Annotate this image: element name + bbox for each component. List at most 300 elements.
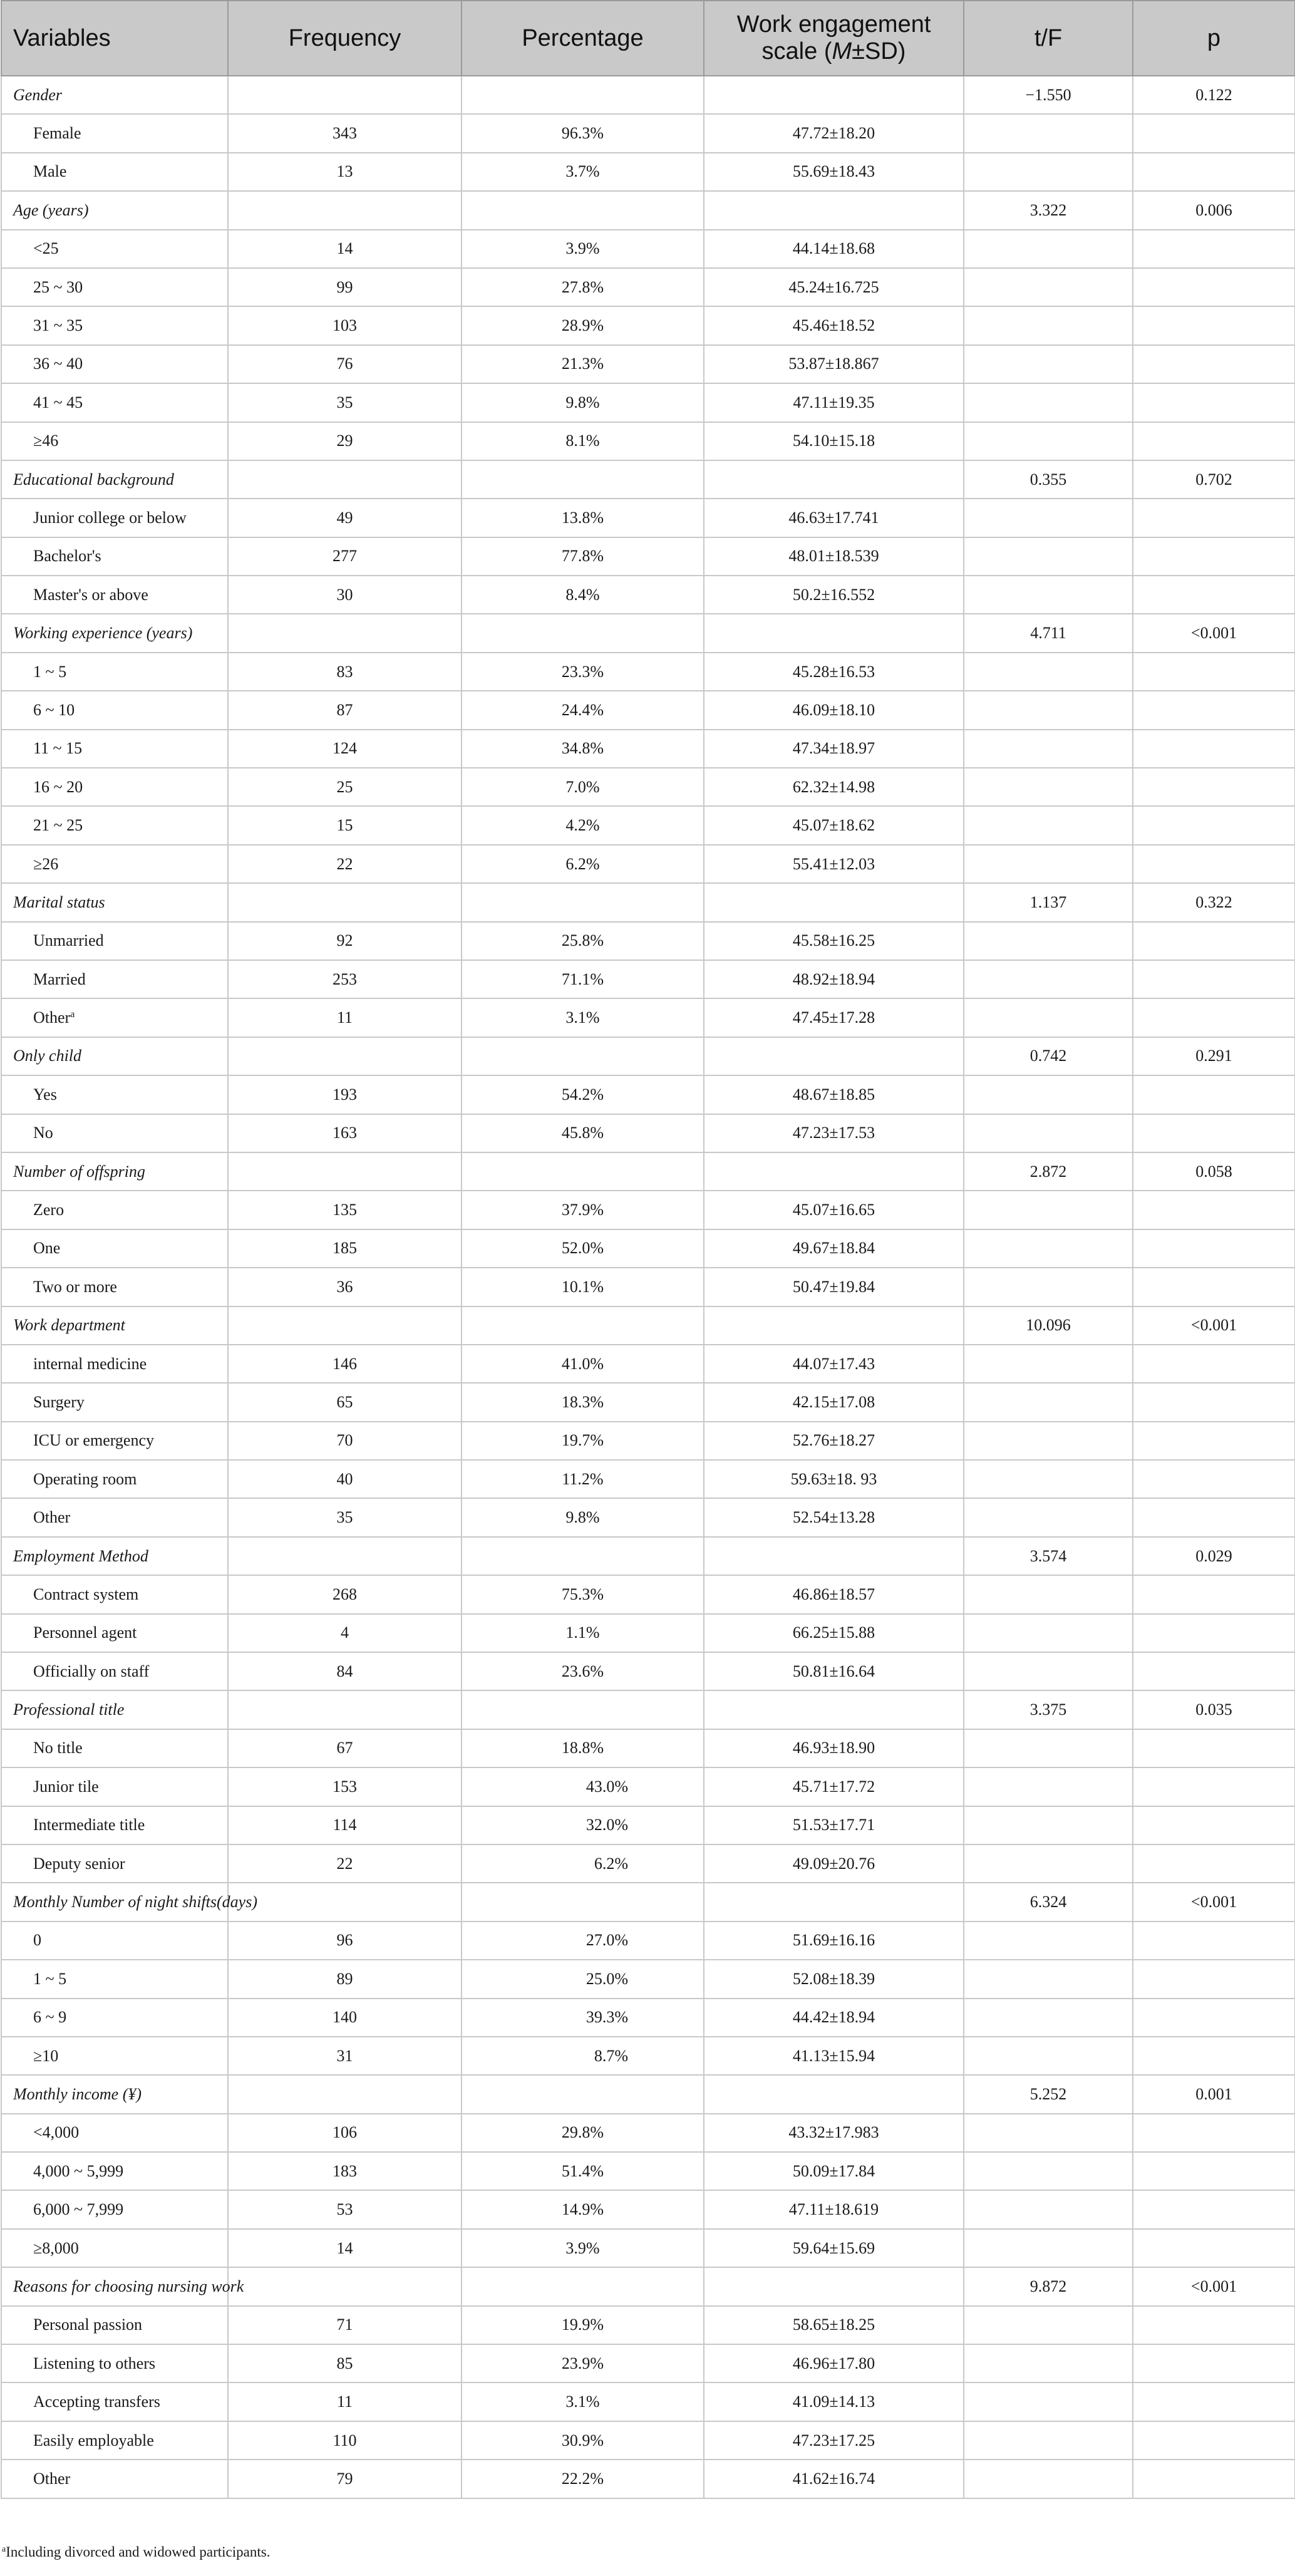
table-row [1,1922,1295,1960]
frequency-cell: 76 [228,345,462,383]
frequency-cell: 253 [228,960,462,998]
frequency-cell: 96 [228,1922,462,1960]
work-engagement-cell: 54.10±15.18 [704,422,964,460]
empty-cell [462,76,704,114]
category-row [1,1306,1295,1345]
header-variables: Variables [1,1,228,76]
row-label [1,383,228,422]
percentage-cell: 24.4% [462,691,704,729]
row-label [1,537,228,576]
category-label: Work department [1,1306,228,1345]
row-label-text: Personal passion [33,2315,143,2334]
category-row [1,883,1295,921]
table-row [1,960,1295,998]
empty-cell [704,2267,964,2305]
row-label-text: Contract system [33,1585,139,1603]
frequency-cell: 268 [228,1575,462,1613]
empty-cell [1133,1652,1295,1690]
table-row [1,345,1295,383]
frequency-cell: 13 [228,153,462,191]
percentage-cell: 11.2% [462,1460,704,1498]
empty-cell [964,1345,1133,1383]
percentage-cell: 10.1% [462,1268,704,1306]
table-row [1,1075,1295,1114]
row-label [1,2460,228,2498]
empty-cell [704,614,964,652]
row-label [1,1114,228,1152]
empty-cell [1133,422,1295,460]
category-row [1,1152,1295,1191]
row-label [1,2421,228,2460]
empty-cell [1133,268,1295,306]
empty-cell [964,806,1133,844]
header-work-engagement [704,1,964,76]
empty-cell [462,1037,704,1075]
category-label: Monthly Number of night shifts(days) [1,1883,228,1921]
category-row [1,1690,1295,1729]
percentage-cell: 19.9% [462,2306,704,2344]
empty-cell [1133,1229,1295,1268]
empty-cell [1133,1345,1295,1383]
empty-cell [1133,768,1295,806]
empty-cell [964,422,1133,460]
percentage-cell: 77.8% [462,537,704,576]
frequency-cell: 135 [228,1191,462,1229]
empty-cell [1133,2152,1295,2190]
frequency-cell: 89 [228,1960,462,1998]
empty-cell [704,883,964,921]
frequency-cell: 22 [228,845,462,883]
percentage-cell: 9.8% [462,1498,704,1536]
frequency-cell: 146 [228,1345,462,1383]
empty-cell [462,1690,704,1729]
percentage-cell: 25.8% [462,922,704,960]
work-engagement-cell: 50.81±16.64 [704,1652,964,1690]
percentage-cell: 6.2% [462,1844,704,1883]
category-p: <0.001 [1133,614,1295,652]
empty-cell [462,2075,704,2113]
empty-cell [1133,2190,1295,2228]
empty-cell [1133,806,1295,844]
empty-cell [1133,153,1295,191]
frequency-cell: 343 [228,114,462,152]
empty-cell [964,1960,1133,1998]
percentage-cell: 21.3% [462,345,704,383]
percentage-cell: 27.0% [462,1922,704,1960]
category-t-f: 2.872 [964,1152,1133,1191]
percentage-cell: 13.8% [462,499,704,537]
row-label [1,960,228,998]
percentage-cell: 25.0% [462,1960,704,1998]
empty-cell [704,1883,964,1921]
category-t-f: 6.324 [964,1883,1133,1921]
category-label: Monthly income (¥) [1,2075,228,2113]
table-row [1,1229,1295,1268]
row-label-text: 1 ~ 5 [33,1969,67,1988]
empty-cell [462,1883,704,1921]
empty-cell [462,460,704,499]
row-label [1,1806,228,1844]
row-label [1,576,228,614]
work-engagement-cell: 47.34±18.97 [704,730,964,768]
row-label [1,1383,228,1421]
category-t-f: 1.137 [964,883,1133,921]
category-label: Professional title [1,1690,228,1729]
category-label: Number of offspring [1,1152,228,1191]
work-engagement-cell: 45.28±16.53 [704,653,964,691]
empty-cell [228,76,462,114]
frequency-cell: 163 [228,1114,462,1152]
frequency-cell: 193 [228,1075,462,1114]
empty-cell [462,1152,704,1191]
row-label [1,1229,228,1268]
header-work-engagement-line1: Work engagement [736,11,931,38]
table-row [1,653,1295,691]
percentage-cell: 27.8% [462,268,704,306]
empty-cell [1133,845,1295,883]
empty-cell [1133,2037,1295,2075]
empty-cell [964,2037,1133,2075]
row-label [1,2306,228,2344]
category-p: 0.291 [1133,1037,1295,1075]
empty-cell [462,191,704,229]
row-label [1,1614,228,1652]
empty-cell [704,1037,964,1075]
percentage-cell: 23.9% [462,2344,704,2382]
percentage-cell: 3.1% [462,998,704,1037]
frequency-cell: 11 [228,998,462,1037]
empty-cell [1133,230,1295,268]
empty-cell [964,306,1133,344]
empty-cell [228,2075,462,2113]
empty-cell [964,2421,1133,2460]
percentage-cell: 54.2% [462,1075,704,1114]
row-label-text: 1 ~ 5 [33,662,67,681]
percentage-cell: 37.9% [462,1191,704,1229]
empty-cell [1133,1422,1295,1460]
empty-cell [228,2267,462,2305]
row-label [1,1652,228,1690]
table-row [1,1729,1295,1767]
empty-cell [964,845,1133,883]
category-p: 0.029 [1133,1537,1295,1575]
empty-cell [1133,960,1295,998]
work-engagement-cell: 45.71±17.72 [704,1767,964,1806]
table-row [1,730,1295,768]
work-engagement-cell: 50.09±17.84 [704,2152,964,2190]
row-label [1,2152,228,2190]
empty-cell [1133,576,1295,614]
work-engagement-cell: 47.72±18.20 [704,114,964,152]
header-percentage: Percentage [462,1,704,76]
footnote-text: Including divorced and widowed participants. [6,2544,271,2560]
empty-cell [1133,1614,1295,1652]
row-label-text: Officially on staff [33,1662,150,1680]
row-label [1,2229,228,2267]
frequency-cell: 70 [228,1422,462,1460]
frequency-cell: 29 [228,422,462,460]
row-label-text: One [33,1239,61,1258]
empty-cell [964,1575,1133,1613]
empty-cell [462,1306,704,1345]
row-label [1,2344,228,2382]
empty-cell [964,1114,1133,1152]
percentage-cell: 7.0% [462,768,704,806]
table-row [1,922,1295,960]
row-label [1,730,228,768]
category-label: Reasons for choosing nursing work [1,2267,228,2305]
empty-cell [462,2267,704,2305]
frequency-cell: 124 [228,730,462,768]
empty-cell [1133,2229,1295,2267]
empty-cell [964,691,1133,729]
category-row [1,191,1295,229]
row-label [1,345,228,383]
work-engagement-cell: 45.46±18.52 [704,306,964,344]
table-row [1,383,1295,422]
empty-cell [1133,499,1295,537]
row-label-text: ICU or emergency [33,1431,155,1450]
row-label [1,1422,228,1460]
row-label [1,1268,228,1306]
row-label-text: No [33,1124,53,1142]
empty-cell [964,1229,1133,1268]
work-engagement-cell: 49.67±18.84 [704,1229,964,1268]
category-label: Gender [1,76,228,114]
empty-cell [964,2460,1133,2498]
row-label-text: Zero [33,1201,64,1219]
row-label [1,2190,228,2228]
empty-cell [964,2229,1133,2267]
row-label-text: 4,000 ~ 5,999 [33,2161,124,2180]
percentage-cell: 3.9% [462,230,704,268]
percentage-cell: 23.3% [462,653,704,691]
row-label-text: Unmarried [33,931,104,950]
work-engagement-cell: 46.93±18.90 [704,1729,964,1767]
empty-cell [704,1152,964,1191]
frequency-cell: 53 [228,2190,462,2228]
percentage-cell: 51.4% [462,2152,704,2190]
row-label [1,1575,228,1613]
work-engagement-cell: 52.54±13.28 [704,1498,964,1536]
empty-cell [704,460,964,499]
category-t-f: 3.574 [964,1537,1133,1575]
frequency-cell: 11 [228,2382,462,2421]
row-label [1,1345,228,1383]
work-engagement-cell: 49.09±20.76 [704,1844,964,1883]
row-label-text: Other [33,1508,71,1527]
percentage-cell: 41.0% [462,1345,704,1383]
category-t-f: 0.742 [964,1037,1133,1075]
row-label-text: Other [33,2469,71,2488]
frequency-cell: 99 [228,268,462,306]
empty-cell [1133,998,1295,1037]
empty-cell [1133,306,1295,344]
category-p: 0.322 [1133,883,1295,921]
percentage-cell: 22.2% [462,2460,704,2498]
row-label-text: 25 ~ 30 [33,277,83,296]
table-row [1,2421,1295,2460]
empty-cell [704,1537,964,1575]
row-label [1,1075,228,1114]
category-row [1,1883,1295,1921]
empty-cell [1133,2114,1295,2152]
frequency-cell: 183 [228,2152,462,2190]
percentage-cell: 75.3% [462,1575,704,1613]
frequency-cell: 85 [228,2344,462,2382]
frequency-cell: 15 [228,806,462,844]
percentage-cell: 18.3% [462,1383,704,1421]
row-label-text: Listening to others [33,2354,155,2372]
category-p: 0.702 [1133,460,1295,499]
empty-cell [462,614,704,652]
row-label [1,845,228,883]
table-row [1,1422,1295,1460]
table-row [1,1268,1295,1306]
empty-cell [462,1537,704,1575]
percentage-cell: 34.8% [462,730,704,768]
row-label [1,1960,228,1998]
work-engagement-cell: 43.32±17.983 [704,2114,964,2152]
table-row [1,153,1295,191]
category-label: Educational background [1,460,228,499]
frequency-cell: 14 [228,230,462,268]
header-work-engagement-pre: scale ( [761,38,832,65]
row-label-text: ≥46 [33,432,59,450]
table-row [1,2344,1295,2382]
empty-cell [964,1191,1133,1229]
empty-cell [964,2382,1133,2421]
frequency-cell: 92 [228,922,462,960]
row-label [1,2037,228,2075]
empty-cell [964,768,1133,806]
percentage-cell: 3.7% [462,153,704,191]
work-engagement-cell: 53.87±18.867 [704,345,964,383]
work-engagement-cell: 48.67±18.85 [704,1075,964,1114]
work-engagement-cell: 44.07±17.43 [704,1345,964,1383]
row-label-text: internal medicine [33,1354,147,1373]
row-label-text: Married [33,970,86,988]
row-label-text: Junior college or below [33,508,187,527]
empty-cell [228,191,462,229]
empty-cell [964,653,1133,691]
row-label [1,2114,228,2152]
row-label-text: 36 ~ 40 [33,354,83,373]
table-row [1,691,1295,729]
row-label [1,922,228,960]
table-row [1,1498,1295,1536]
empty-cell [1133,114,1295,152]
work-engagement-cell: 46.63±17.741 [704,499,964,537]
row-label-text: Operating room [33,1469,137,1488]
footnote [2,2544,270,2560]
work-engagement-cell: 62.32±14.98 [704,768,964,806]
percentage-cell: 71.1% [462,960,704,998]
percentage-cell: 18.8% [462,1729,704,1767]
percentage-cell: 30.9% [462,2421,704,2460]
frequency-cell: 35 [228,1498,462,1536]
table-row [1,2229,1295,2267]
work-engagement-cell: 58.65±18.25 [704,2306,964,2344]
row-label-text: No title [33,1739,83,1757]
work-engagement-cell: 41.62±16.74 [704,2460,964,2498]
category-row [1,76,1295,114]
empty-cell [964,230,1133,268]
empty-cell [1133,1114,1295,1152]
work-engagement-cell: 41.13±15.94 [704,2037,964,2075]
empty-cell [1133,1498,1295,1536]
table-row [1,768,1295,806]
empty-cell [964,998,1133,1037]
row-label-text: ≥8,000 [33,2238,79,2257]
frequency-cell: 71 [228,2306,462,2344]
percentage-cell: 28.9% [462,306,704,344]
empty-cell [964,1268,1133,1306]
percentage-cell: 96.3% [462,114,704,152]
row-label [1,1844,228,1883]
work-engagement-cell: 42.15±17.08 [704,1383,964,1421]
empty-cell [1133,537,1295,576]
row-label [1,153,228,191]
table-row [1,576,1295,614]
percentage-cell: 8.1% [462,422,704,460]
work-engagement-cell: 47.11±19.35 [704,383,964,422]
percentage-cell: 8.4% [462,576,704,614]
category-row [1,1537,1295,1575]
empty-cell [704,1690,964,1729]
table-row [1,1191,1295,1229]
category-p: 0.006 [1133,191,1295,229]
category-p: 0.058 [1133,1152,1295,1191]
category-t-f: 3.375 [964,1690,1133,1729]
work-engagement-cell: 47.23±17.25 [704,2421,964,2460]
empty-cell [964,153,1133,191]
empty-cell [228,1152,462,1191]
frequency-cell: 114 [228,1806,462,1844]
empty-cell [228,1883,462,1921]
work-engagement-cell: 45.24±16.725 [704,268,964,306]
empty-cell [964,1383,1133,1421]
work-engagement-cell: 46.86±18.57 [704,1575,964,1613]
row-label [1,998,228,1037]
empty-cell [964,1999,1133,2037]
table-row [1,306,1295,344]
table-row [1,499,1295,537]
table-row [1,1806,1295,1844]
empty-cell [1133,1383,1295,1421]
row-label-text: Master's or above [33,585,148,604]
category-row [1,2267,1295,2305]
frequency-cell: 110 [228,2421,462,2460]
header-row [1,1,1295,76]
empty-cell [964,2114,1133,2152]
empty-cell [964,499,1133,537]
row-label [1,1922,228,1960]
row-label-text: Yes [33,1085,57,1104]
work-engagement-cell: 44.42±18.94 [704,1999,964,2037]
frequency-cell: 30 [228,576,462,614]
percentage-cell: 6.2% [462,845,704,883]
empty-cell [228,1037,462,1075]
row-label-text: Accepting transfers [33,2392,160,2411]
work-engagement-cell: 48.92±18.94 [704,960,964,998]
row-label [1,268,228,306]
header-work-engagement-m: M [832,38,852,65]
work-engagement-cell: 51.69±16.16 [704,1922,964,1960]
table-row [1,1345,1295,1383]
row-label [1,768,228,806]
empty-cell [1133,653,1295,691]
